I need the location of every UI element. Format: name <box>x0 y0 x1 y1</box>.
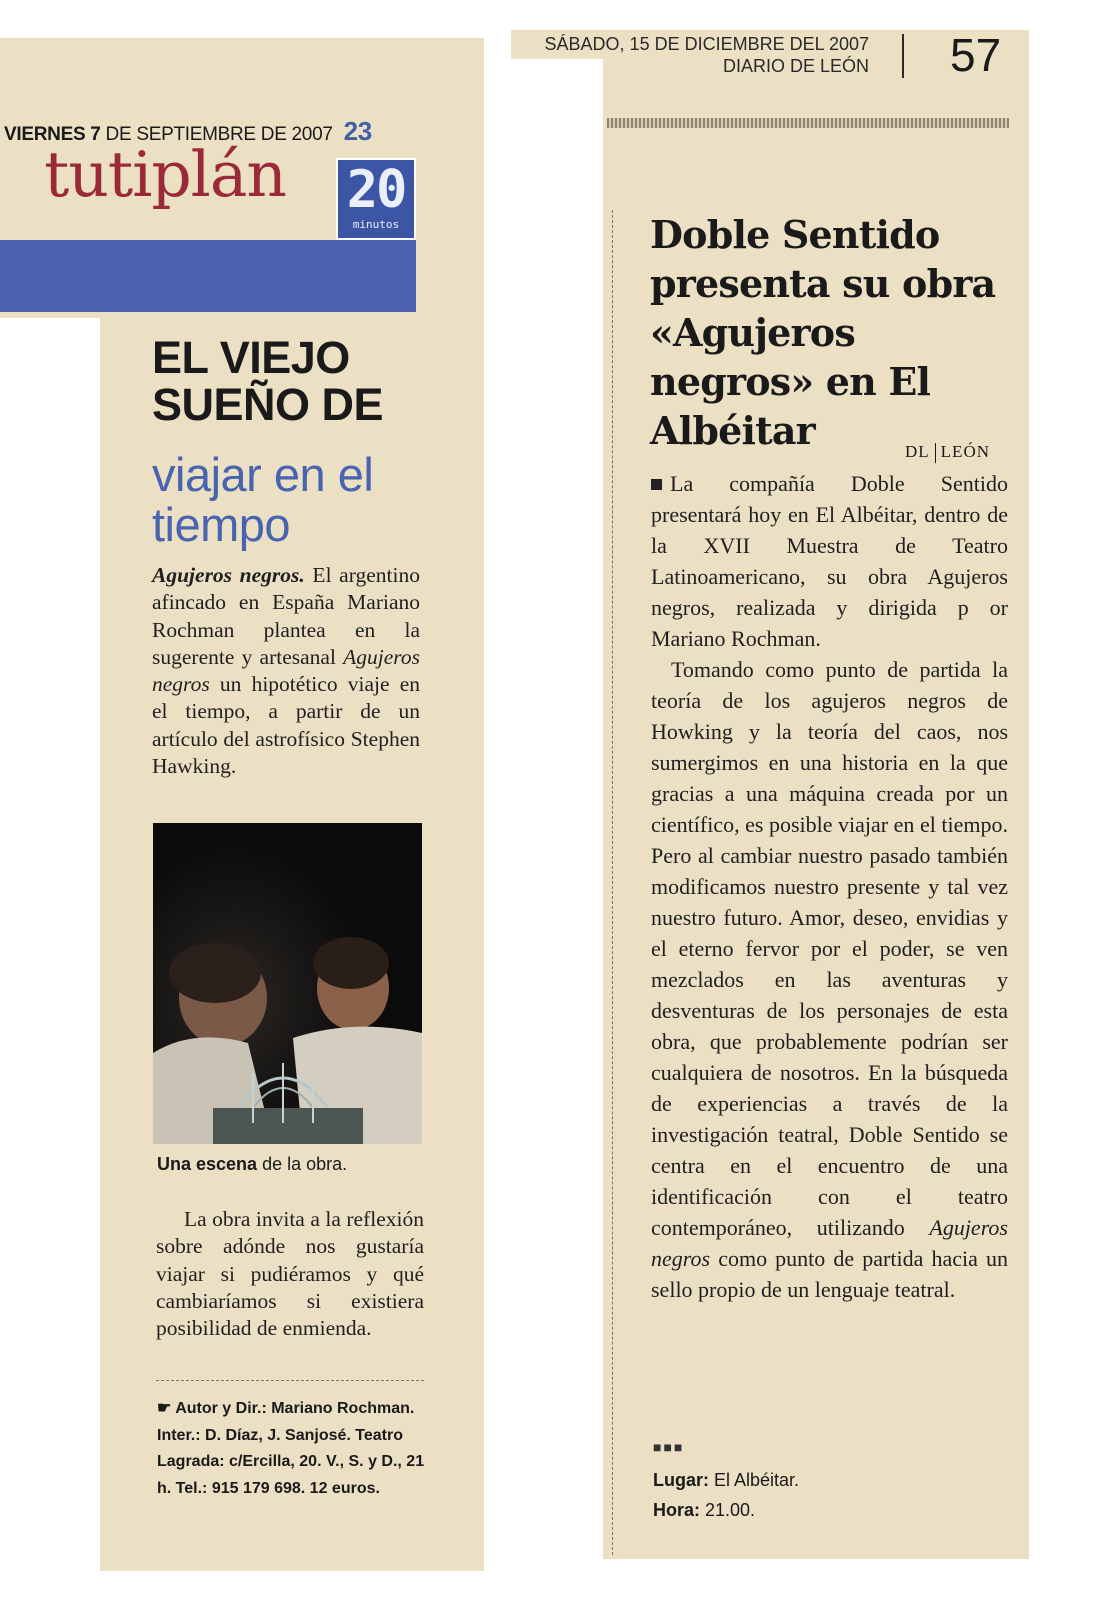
bullet-square-icon <box>651 479 662 490</box>
byline <box>905 442 990 463</box>
20minutos-logo <box>336 158 416 240</box>
credits-box <box>157 1396 427 1502</box>
right-paper-name: DIARIO DE LEÓN <box>722 56 869 76</box>
right-date: SÁBADO, 15 DE DICIEMBRE DEL 2007 <box>544 34 869 54</box>
right-paragraph-1 <box>651 468 1008 654</box>
section-title: tutiplán <box>44 138 286 211</box>
lead-text-2: un hipotético viaje en el tiempo, a partir de un artículo del astrofísico Stephen Hawking. <box>152 672 420 779</box>
left-page-number: 23 <box>343 116 372 146</box>
right-header-date <box>545 33 869 77</box>
left-headline: EL VIEJO SUEÑO DE <box>152 332 384 430</box>
right-p1-text: La compañía Doble Sentido presentará hoy en El Albéitar, dentro de la XVII Muestra de Teatro Latinoamericano, su obra Agujeros negros, realizada y dirigida p or Mariano Rochman. <box>651 471 1008 651</box>
caption-rest: de la obra. <box>257 1154 348 1174</box>
left-date-day: VIERNES 7 <box>4 124 101 145</box>
photo-caption <box>157 1154 347 1175</box>
right-paragraph-2 <box>651 654 1008 1305</box>
right-p2-text-1: Tomando como punto de partida la teoría de los agujeros negros de Howking y la teoría del caos, nos sumergimos en una historia en la que gracias a una máquina creada por un científico, es posible viajar en el tiempo. Pero al cambiar nuestro pasado también modificamos nuestro presente y tal vez nuestro futuro. Amor, deseo, envidias y el eterno fervor por el poder, se ven mezclados en las aventuras y desventuras de los personajes de esta obra, que probablemente podrían ser cualquiera de nosotros. En la búsqueda de experiencias a través de la investigación teatral, Doble Sentido se centra en el encuentro de una identificación con el teatro contemporáneo, utilizando <box>651 657 1008 1240</box>
scene-photo <box>153 823 422 1144</box>
lead-italic: Agujeros negros <box>152 644 420 697</box>
logo-word: minutos <box>352 218 400 231</box>
left-subheadline: viajar en el tiempo <box>152 448 374 551</box>
dotted-band <box>607 118 1009 128</box>
credits-text: Autor y Dir.: Mariano Rochman. Inter.: D. Díaz, J. Sanjosé. Teatro Lagrada: c/Ercilla, 20. V., S. y D., 21 h. Tel.: 915 179 698. 12 euros. <box>157 1400 425 1497</box>
event-time <box>653 1495 799 1525</box>
caption-bold: Una escena <box>157 1154 258 1174</box>
right-headline: Doble Sentido presenta su obra «Agujeros negros» en El Albéitar <box>650 212 996 453</box>
byline-city: LEÓN <box>940 442 990 461</box>
event-place <box>653 1465 799 1495</box>
left-date-rest: DE SEPTIEMBRE DE 2007 <box>105 124 333 145</box>
end-marks-icon: ■■■ <box>653 1441 685 1456</box>
time-value: 21.00. <box>700 1500 756 1520</box>
column-rule <box>612 210 613 1555</box>
right-p2-italic: Agujeros negros <box>651 1215 1008 1271</box>
event-info <box>653 1465 799 1525</box>
left-body-paragraph: La obra invita a la reflexión sobre adónde nos gustaría viajar si pudiéramos y qué cambiaríamos si existiera posibilidad de enmienda. <box>156 1207 424 1341</box>
right-p2-text-2: como punto de partida hacia un sello propio de un lenguaje teatral. <box>651 1246 1008 1302</box>
place-value: El Albéitar. <box>709 1470 800 1490</box>
right-page-number: 57 <box>950 29 1002 81</box>
byline-separator <box>935 443 936 463</box>
header-separator <box>902 34 904 78</box>
left-lead-paragraph <box>152 562 420 780</box>
scene-photo-image <box>153 823 422 1144</box>
pointing-hand-icon: ☛ <box>157 1400 176 1417</box>
credits-divider <box>156 1380 424 1381</box>
logo-number: 20 <box>346 160 406 220</box>
header-band <box>0 240 416 312</box>
time-label: Hora: <box>653 1500 701 1520</box>
lead-title: Agujeros negros. <box>152 563 305 587</box>
byline-agency: DL <box>905 442 930 461</box>
lead-text-1: El argentino afincado en España Mariano Rochman plantea en la sugerente y artesanal <box>152 563 420 669</box>
place-label: Lugar: <box>653 1470 709 1490</box>
